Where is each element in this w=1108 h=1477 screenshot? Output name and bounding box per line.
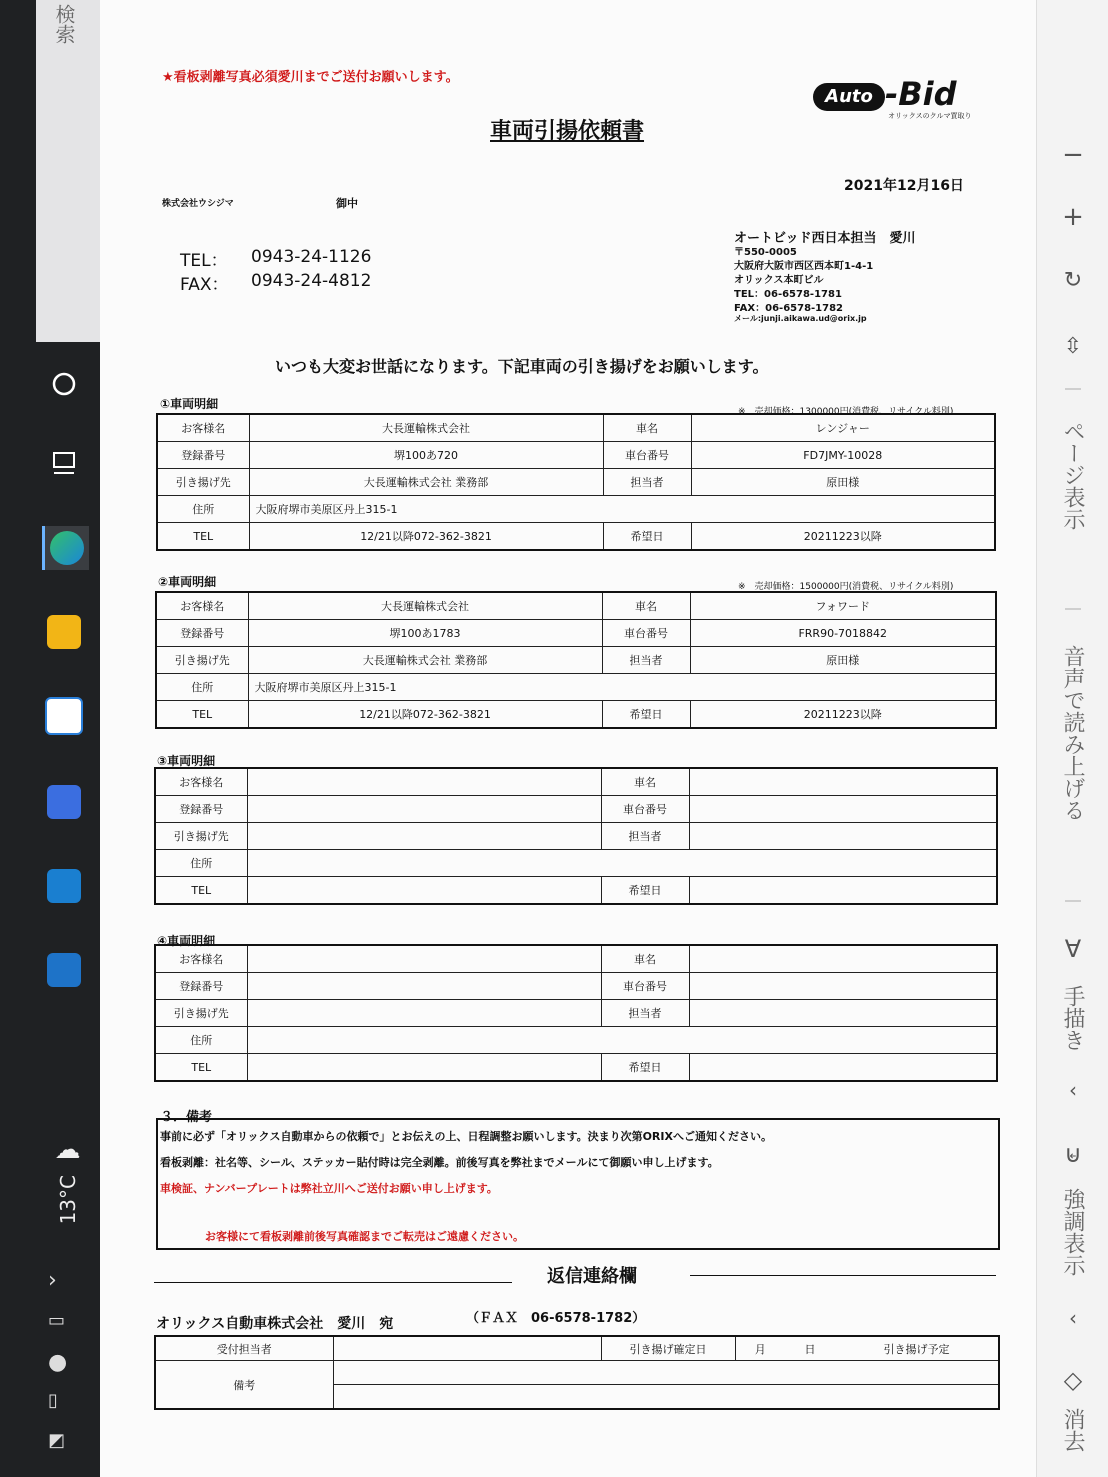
label-tel: TEL: [156, 701, 248, 729]
table-row: [155, 796, 997, 823]
vehicle-1-wish: 20211223以降: [691, 523, 995, 551]
vehicle-1-customer: 大長運輸株式会社: [249, 414, 603, 442]
label-wish: 希望日: [601, 877, 689, 905]
reader-toolbar: [1036, 0, 1108, 1477]
toolbar-divider: [1065, 900, 1081, 902]
table-row: [157, 469, 995, 496]
vehicle-4-table: [154, 944, 998, 1082]
table-row: [155, 877, 997, 905]
vehicle-4-reg: [247, 973, 601, 1000]
vehicle-3-heading: ③車両明細: [157, 754, 216, 768]
reply-remarks-label: 備考: [155, 1361, 333, 1410]
label-reg: 登録番号: [155, 796, 247, 823]
sender-line-4: オリックス本町ビル: [734, 275, 824, 286]
reply-reception-label: 受付担当者: [155, 1336, 333, 1361]
remote-desktop-icon[interactable]: [42, 864, 86, 908]
label-customer: お客様名: [155, 945, 247, 973]
eraser-icon[interactable]: ◇: [1063, 1366, 1083, 1394]
logo-bid: -Bid: [885, 75, 957, 113]
vehicle-4-address: [247, 1027, 997, 1054]
highlight-button[interactable]: 強調表示: [1060, 1188, 1085, 1276]
page-view-button[interactable]: ページ表示: [1060, 420, 1085, 530]
vehicle-2-tel: 12/21以降072-362-3821: [248, 701, 602, 729]
label-dest: 引き揚げ先: [155, 1000, 247, 1027]
search-label: 検索: [52, 4, 76, 44]
label-chassis: 車台番号: [603, 442, 691, 469]
vehicle-3-dest: [247, 823, 601, 850]
page-title: 車両引揚依頼書: [490, 119, 645, 144]
outlook-icon[interactable]: [42, 948, 86, 992]
vehicle-2-wish: 20211223以降: [690, 701, 996, 729]
vehicle-2-car: フォワード: [690, 592, 996, 620]
erase-button[interactable]: 消去: [1060, 1408, 1085, 1452]
table-row: [155, 823, 997, 850]
vehicle-2-reg: 堺100あ1783: [248, 620, 602, 647]
label-reg: 登録番号: [157, 442, 249, 469]
label-chassis: 車台番号: [601, 973, 689, 1000]
table-row: [156, 620, 996, 647]
vehicle-2-person: 原田様: [690, 647, 996, 674]
label-tel: TEL: [155, 1054, 247, 1082]
fax-label: FAX：: [180, 275, 229, 295]
document-date: 2021年12月16日: [844, 178, 964, 194]
vehicle-2-customer: 大長運輸株式会社: [248, 592, 602, 620]
reply-company: オリックス自動車株式会社 愛川 宛: [156, 1316, 394, 1332]
note-line-3: 車検証、ナンバープレートは弊社立川へご送付お願い申し上げます。: [160, 1182, 498, 1195]
table-row: [155, 1027, 997, 1054]
vehicle-4-wish: [689, 1054, 997, 1082]
table-row: [156, 701, 996, 729]
recipient-name: 株式会社ウシジマ: [162, 199, 234, 209]
table-row: [155, 1000, 997, 1027]
reply-fax: （ＦＡＸ 06-6578-1782）: [466, 1311, 646, 1326]
logo-sub: オリックスのクルマ買取り: [888, 112, 972, 120]
reply-remarks-line-2: [333, 1385, 999, 1410]
vehicle-4-customer: [247, 945, 601, 973]
label-address: 住所: [157, 496, 249, 523]
table-row: [155, 1361, 999, 1385]
vehicle-3-car: [689, 768, 997, 796]
vehicle-3-tel: [247, 877, 601, 905]
zoom-in-icon[interactable]: +: [1062, 202, 1084, 232]
table-row: [156, 592, 996, 620]
weather-temp: 13°C: [55, 1175, 80, 1225]
chevron-up-icon[interactable]: ›: [48, 1268, 57, 1293]
sender-line-3: 大阪府大阪市西区西本町1-4-1: [734, 261, 874, 272]
sender-line-7: メール:junji.aikawa.ud@orix.jp: [734, 314, 867, 323]
label-person: 担当者: [603, 469, 691, 496]
cloud-icon[interactable]: ●: [48, 1350, 68, 1375]
label-wish: 希望日: [602, 701, 690, 729]
label-car: 車名: [603, 414, 691, 442]
table-row: [155, 973, 997, 1000]
edge-browser-icon[interactable]: [42, 526, 89, 570]
label-dest: 引き揚げ先: [157, 469, 249, 496]
vehicle-2-table: [155, 591, 997, 729]
vehicle-2-price-note: ※ 売却価格：1500000円(消費税、リサイクル料別): [738, 582, 954, 592]
label-address: 住所: [155, 1027, 247, 1054]
label-person: 担当者: [601, 823, 689, 850]
notes-heading: ３．備考: [160, 1110, 213, 1125]
vehicle-2-heading: ②車両明細: [158, 575, 217, 589]
label-customer: お客様名: [155, 768, 247, 796]
vehicle-4-dest: [247, 1000, 601, 1027]
table-row: [157, 523, 995, 551]
vehicle-4-car: [689, 945, 997, 973]
display-icon[interactable]: ◩: [48, 1430, 66, 1451]
sender-line-2: 〒550-0005: [734, 247, 797, 258]
chevron-down-icon[interactable]: ‹: [1069, 1306, 1077, 1330]
label-car: 車名: [601, 768, 689, 796]
vehicle-2-address: 大阪府堺市美原区丹上315-1: [248, 674, 996, 701]
reply-month: 月: [735, 1336, 785, 1361]
sender-line-6: FAX：06-6578-1782: [734, 303, 844, 314]
tel-value: 0943-24-1126: [251, 247, 372, 267]
label-address: 住所: [155, 850, 247, 877]
label-customer: お客様名: [157, 414, 249, 442]
autobid-logo: [813, 75, 978, 120]
vehicle-3-person: [689, 823, 997, 850]
vehicle-1-chassis: FD7JMY-10028: [691, 442, 995, 469]
vehicle-1-address: 大阪府堺市美原区丹上315-1: [249, 496, 995, 523]
draw-icon[interactable]: ∀: [1064, 935, 1082, 963]
note-line-4: お客様にて看板剥離前後写真確認までご転売はご遠慮ください。: [205, 1230, 524, 1243]
document-page: [100, 0, 1036, 1477]
toolbar-divider: [1065, 608, 1081, 610]
label-reg: 登録番号: [156, 620, 248, 647]
vehicle-4-person: [689, 1000, 997, 1027]
weather-cloud-icon: ☁: [54, 1135, 81, 1165]
vehicle-4-tel: [247, 1054, 601, 1082]
weather-widget[interactable]: [40, 1135, 95, 1224]
draw-button[interactable]: 手描き: [1060, 985, 1085, 1051]
read-aloud-button[interactable]: 音声で読み上げる: [1060, 645, 1085, 821]
reply-title: 返信連絡欄: [547, 1266, 637, 1287]
greeting: いつも大変お世話になります。下記車両の引き揚げをお願いします。: [275, 357, 769, 376]
table-row: [155, 850, 997, 877]
reply-table: [154, 1335, 1000, 1410]
reply-divider-right: [690, 1275, 996, 1276]
label-customer: お客様名: [156, 592, 248, 620]
label-tel: TEL: [157, 523, 249, 551]
label-chassis: 車台番号: [602, 620, 690, 647]
taskbar: [0, 0, 100, 1477]
rotate-icon[interactable]: ↻: [1063, 268, 1083, 293]
task-view-icon[interactable]: [42, 440, 86, 484]
vehicle-4-heading: ④車両明細: [157, 934, 216, 948]
table-row: [155, 945, 997, 973]
vehicle-1-tel: 12/21以降072-362-3821: [249, 523, 603, 551]
reply-day: 日: [785, 1336, 835, 1361]
reply-confirmed-label: 引き揚げ確定日: [601, 1336, 735, 1361]
table-row: [155, 1336, 999, 1361]
label-reg: 登録番号: [155, 973, 247, 1000]
vehicle-1-car: レンジャー: [691, 414, 995, 442]
label-wish: 希望日: [601, 1054, 689, 1082]
sender-line-5: TEL：06-6578-1781: [734, 289, 842, 300]
highlighter-icon[interactable]: ⊌: [1064, 1140, 1082, 1168]
table-row: [156, 647, 996, 674]
tel-label: TEL：: [180, 251, 228, 271]
vehicle-4-chassis: [689, 973, 997, 1000]
file-explorer-icon[interactable]: [42, 610, 86, 654]
vehicle-2-dest: 大長運輸株式会社 業務部: [248, 647, 602, 674]
table-row: [156, 674, 996, 701]
sender-line-1: オートビッド西日本担当 愛川: [734, 231, 916, 246]
vehicle-1-table: [156, 413, 996, 551]
note-line-1: 事前に必ず「オリックス自動車からの依頼で」とお伝えの上、日程調整お願いします。決まり次第ORIXへご通知ください。: [160, 1130, 772, 1143]
store-icon[interactable]: [42, 694, 86, 738]
chevron-down-icon[interactable]: ‹: [1069, 1078, 1077, 1102]
table-row: [155, 1054, 997, 1082]
reply-divider-left: [154, 1282, 512, 1283]
start-icon[interactable]: [42, 362, 86, 406]
vehicle-3-customer: [247, 768, 601, 796]
table-row: [157, 414, 995, 442]
battery-icon[interactable]: ▯: [48, 1390, 58, 1411]
vehicle-2-chassis: FRR90-7018842: [690, 620, 996, 647]
label-address: 住所: [156, 674, 248, 701]
table-row: [157, 442, 995, 469]
vehicle-3-wish: [689, 877, 997, 905]
note-line-2: 看板剥離：社名等、シール、ステッカー貼付時は完全剥離。前後写真を弊社までメールにて御願い申し上げます。: [160, 1156, 719, 1169]
label-car: 車名: [601, 945, 689, 973]
vehicle-1-price-note: ※ 売却価格：1300000円(消費税、リサイクル料別): [738, 407, 954, 417]
table-row: [157, 496, 995, 523]
logo-auto: Auto: [813, 83, 885, 111]
fit-page-icon[interactable]: ⇳: [1063, 334, 1083, 359]
zoom-out-icon[interactable]: −: [1062, 140, 1084, 170]
settings-app-icon[interactable]: [42, 780, 86, 824]
search-box[interactable]: [36, 0, 100, 342]
reply-reception-value: [333, 1336, 601, 1361]
label-tel: TEL: [155, 877, 247, 905]
label-person: 担当者: [602, 647, 690, 674]
toolbar-divider: [1065, 388, 1081, 390]
vehicle-1-person: 原田様: [691, 469, 995, 496]
recipient-onchu: 御中: [336, 197, 358, 210]
network-icon[interactable]: ▭: [48, 1310, 66, 1331]
table-row: [155, 768, 997, 796]
reply-planned: 引き揚げ予定: [835, 1336, 999, 1361]
label-dest: 引き揚げ先: [156, 647, 248, 674]
vehicle-1-dest: 大長運輸株式会社 業務部: [249, 469, 603, 496]
vehicle-3-table: [154, 767, 998, 905]
label-car: 車名: [602, 592, 690, 620]
fax-value: 0943-24-4812: [251, 271, 372, 291]
vehicle-1-reg: 堺100あ720: [249, 442, 603, 469]
vehicle-3-chassis: [689, 796, 997, 823]
reply-remarks-line-1: [333, 1361, 999, 1385]
label-wish: 希望日: [603, 523, 691, 551]
label-dest: 引き揚げ先: [155, 823, 247, 850]
vehicle-1-heading: ①車両明細: [160, 397, 219, 411]
vehicle-3-address: [247, 850, 997, 877]
notes-box: [156, 1118, 1000, 1250]
label-person: 担当者: [601, 1000, 689, 1027]
vehicle-3-reg: [247, 796, 601, 823]
notice-top: ★看板剥離写真必須愛川までご送付お願いします。: [162, 70, 459, 85]
label-chassis: 車台番号: [601, 796, 689, 823]
